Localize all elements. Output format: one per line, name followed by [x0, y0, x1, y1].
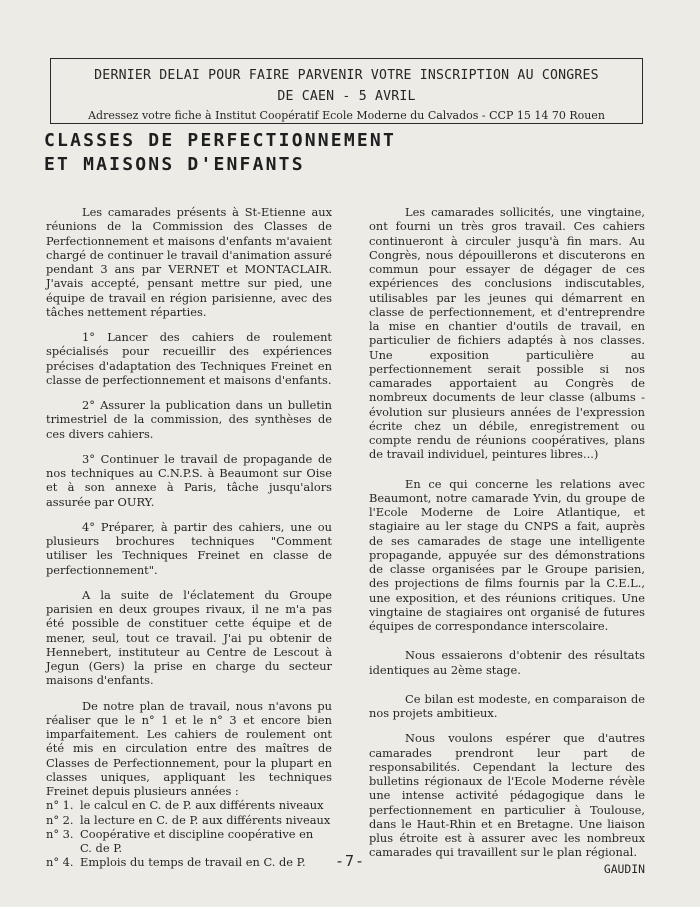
article-title-line-1: CLASSES DE PERFECTIONNEMENT [44, 130, 396, 151]
list-item [46, 813, 332, 827]
left-paragraph-2: 1° Lancer des cahiers de roulement spécialisés pour recueillir des expériences précises d'adaptation des Techniques Freinet en classe de perfectionnement et maisons d'enfants. [46, 330, 332, 387]
list-item [46, 827, 332, 841]
list-item-number: n° 4. [46, 855, 74, 870]
author-signature: GAUDIN [603, 861, 645, 876]
left-column [46, 205, 332, 870]
list-item-number: n° 3. [46, 826, 74, 841]
list-item-number: n° 1. [46, 798, 74, 813]
page-number: -7- [334, 852, 366, 870]
notice-line-2: DE CAEN - 5 AVRIL [277, 89, 416, 104]
congress-deadline-notice [50, 58, 643, 124]
list-item-text: la lecture en C. de P. aux différents niveaux [80, 812, 331, 827]
right-paragraph-1: Les camarades sollicités, une vingtaine, ont fourni un très gros travail. Ces cahiers continueront à circuler jusqu'à fin mars. Au Congrès, nous dépouillerons et discuterons en commun pour essayer de dégager de ces expériences des conclusions indiscutables, utilisables par les jeunes qui démarrent en classe de perfectionnement, et d'entreprendre la mise en chantier d'outils de travail, en particulier de fichiers adaptés à nos classes. Une exposition particulière au perfectionnement serait possible si nos camarades apportaient au Congrès de nombreux documents de leur classe (albums - évolution sur plusieurs années de l'expression écrite chez un débile, enregistrement ou compte rendu de réunions coopératives, plans de travail individuel, peintures libres...) [369, 205, 645, 462]
right-paragraph-5: Nous voulons espérer que d'autres camarades prendront leur part de responsabilités. Cependant la lecture des bulletins régionaux de l'Ecole Moderne révèle une intense activité pédagogique dans le perfectionnement en particulier à Toulouse, dans le Haut-Rhin et en Bretagne. Une liaison plus étroite est à assurer avec les nombreux camarades qui travaillent sur le plan régional. [369, 731, 645, 860]
right-paragraph-4: Ce bilan est modeste, en comparaison de nos projets ambitieux. [369, 691, 645, 720]
left-paragraph-5: 4° Préparer, à partir des cahiers, une ou plusieurs brochures techniques "Comment utiliser les Techniques Freinet en classe de perfectionnement". [46, 519, 332, 577]
article-title-line-2: ET MAISONS D'ENFANTS [44, 154, 305, 175]
list-item [46, 798, 332, 812]
notice-line-3: Adressez votre fiche à Institut Coopératif Ecole Moderne du Calvados - CCP 15 14 70 Rouen [88, 109, 605, 122]
left-paragraph-1: Les camarades présents à St-Etienne aux réunions de la Commission des Classes de Perfectionnement et maisons d'enfants m'avaient chargé de continuer le travail d'animation assuré pendant 3 ans par VERNET et MONTACLAIR. J'avais accepté, pensant mettre sur pied, une équipe de travail en région parisienne, avec des tâches nettement réparties. [46, 205, 332, 319]
list-item-text: Emplois du temps de travail en C. de P. [80, 855, 306, 870]
right-paragraph-2: En ce qui concerne les relations avec Beaumont, notre camarade Yvin, du groupe de l'Ecole Moderne de Loire Atlantique, et stagiaire au ler stage du CNPS a fait, auprès de ses camarades de stage une intelligente propagande, appuyée sur des démonstrations de classe organisées par le Groupe parisien, des projections de films fournis par la C.E.L., une exposition, et des réunions critiques. Une vingtaine de stagiaires ont organisé de futures équipes de correspondance interscolaire. [369, 476, 645, 633]
right-paragraph-3: Nous essaierons d'obtenir des résultats identiques au 2ème stage. [369, 648, 645, 677]
left-paragraph-4: 3° Continuer le travail de propagande de nos techniques au C.N.P.S. à Beaumont sur Oise et à son annexe à Paris, tâche jusqu'alors assurée par OURY. [46, 451, 332, 509]
left-paragraph-3: 2° Assurer la publication dans un bulletin trimestriel de la commission, des synthèses de ces divers cahiers. [46, 398, 332, 441]
list-item-text: Coopérative et discipline coopérative en [80, 826, 314, 841]
list-item-text: le calcul en C. de P. aux différents niveaux [80, 798, 324, 813]
list-item-number: n° 2. [46, 812, 74, 827]
list-item-text: C. de P. [80, 841, 123, 855]
notice-line-1: DERNIER DELAI POUR FAIRE PARVENIR VOTRE INSCRIPTION AU CONGRES [94, 68, 599, 83]
left-paragraph-6: A la suite de l'éclatement du Groupe parisien en deux groupes rivaux, il ne m'a pas été possible de constituer cette équipe et de mener, seul, tout ce travail. J'ai pu obtenir de Hennebert, instituteur au Centre de Lescout à Jegun (Gers) la prise en charge du secteur maisons d'enfants. [46, 587, 332, 688]
right-column [369, 205, 645, 876]
left-paragraph-7: De notre plan de travail, nous n'avons pu réaliser que le n° 1 et le n° 3 et encore bien imparfaitement. Les cahiers de roulement ont été mis en circulation entre des maîtres de Classes de Perfectionnement, pour la plupart en classes uniques, appliquant les techniques Freinet depuis plusieurs années : [46, 698, 332, 798]
